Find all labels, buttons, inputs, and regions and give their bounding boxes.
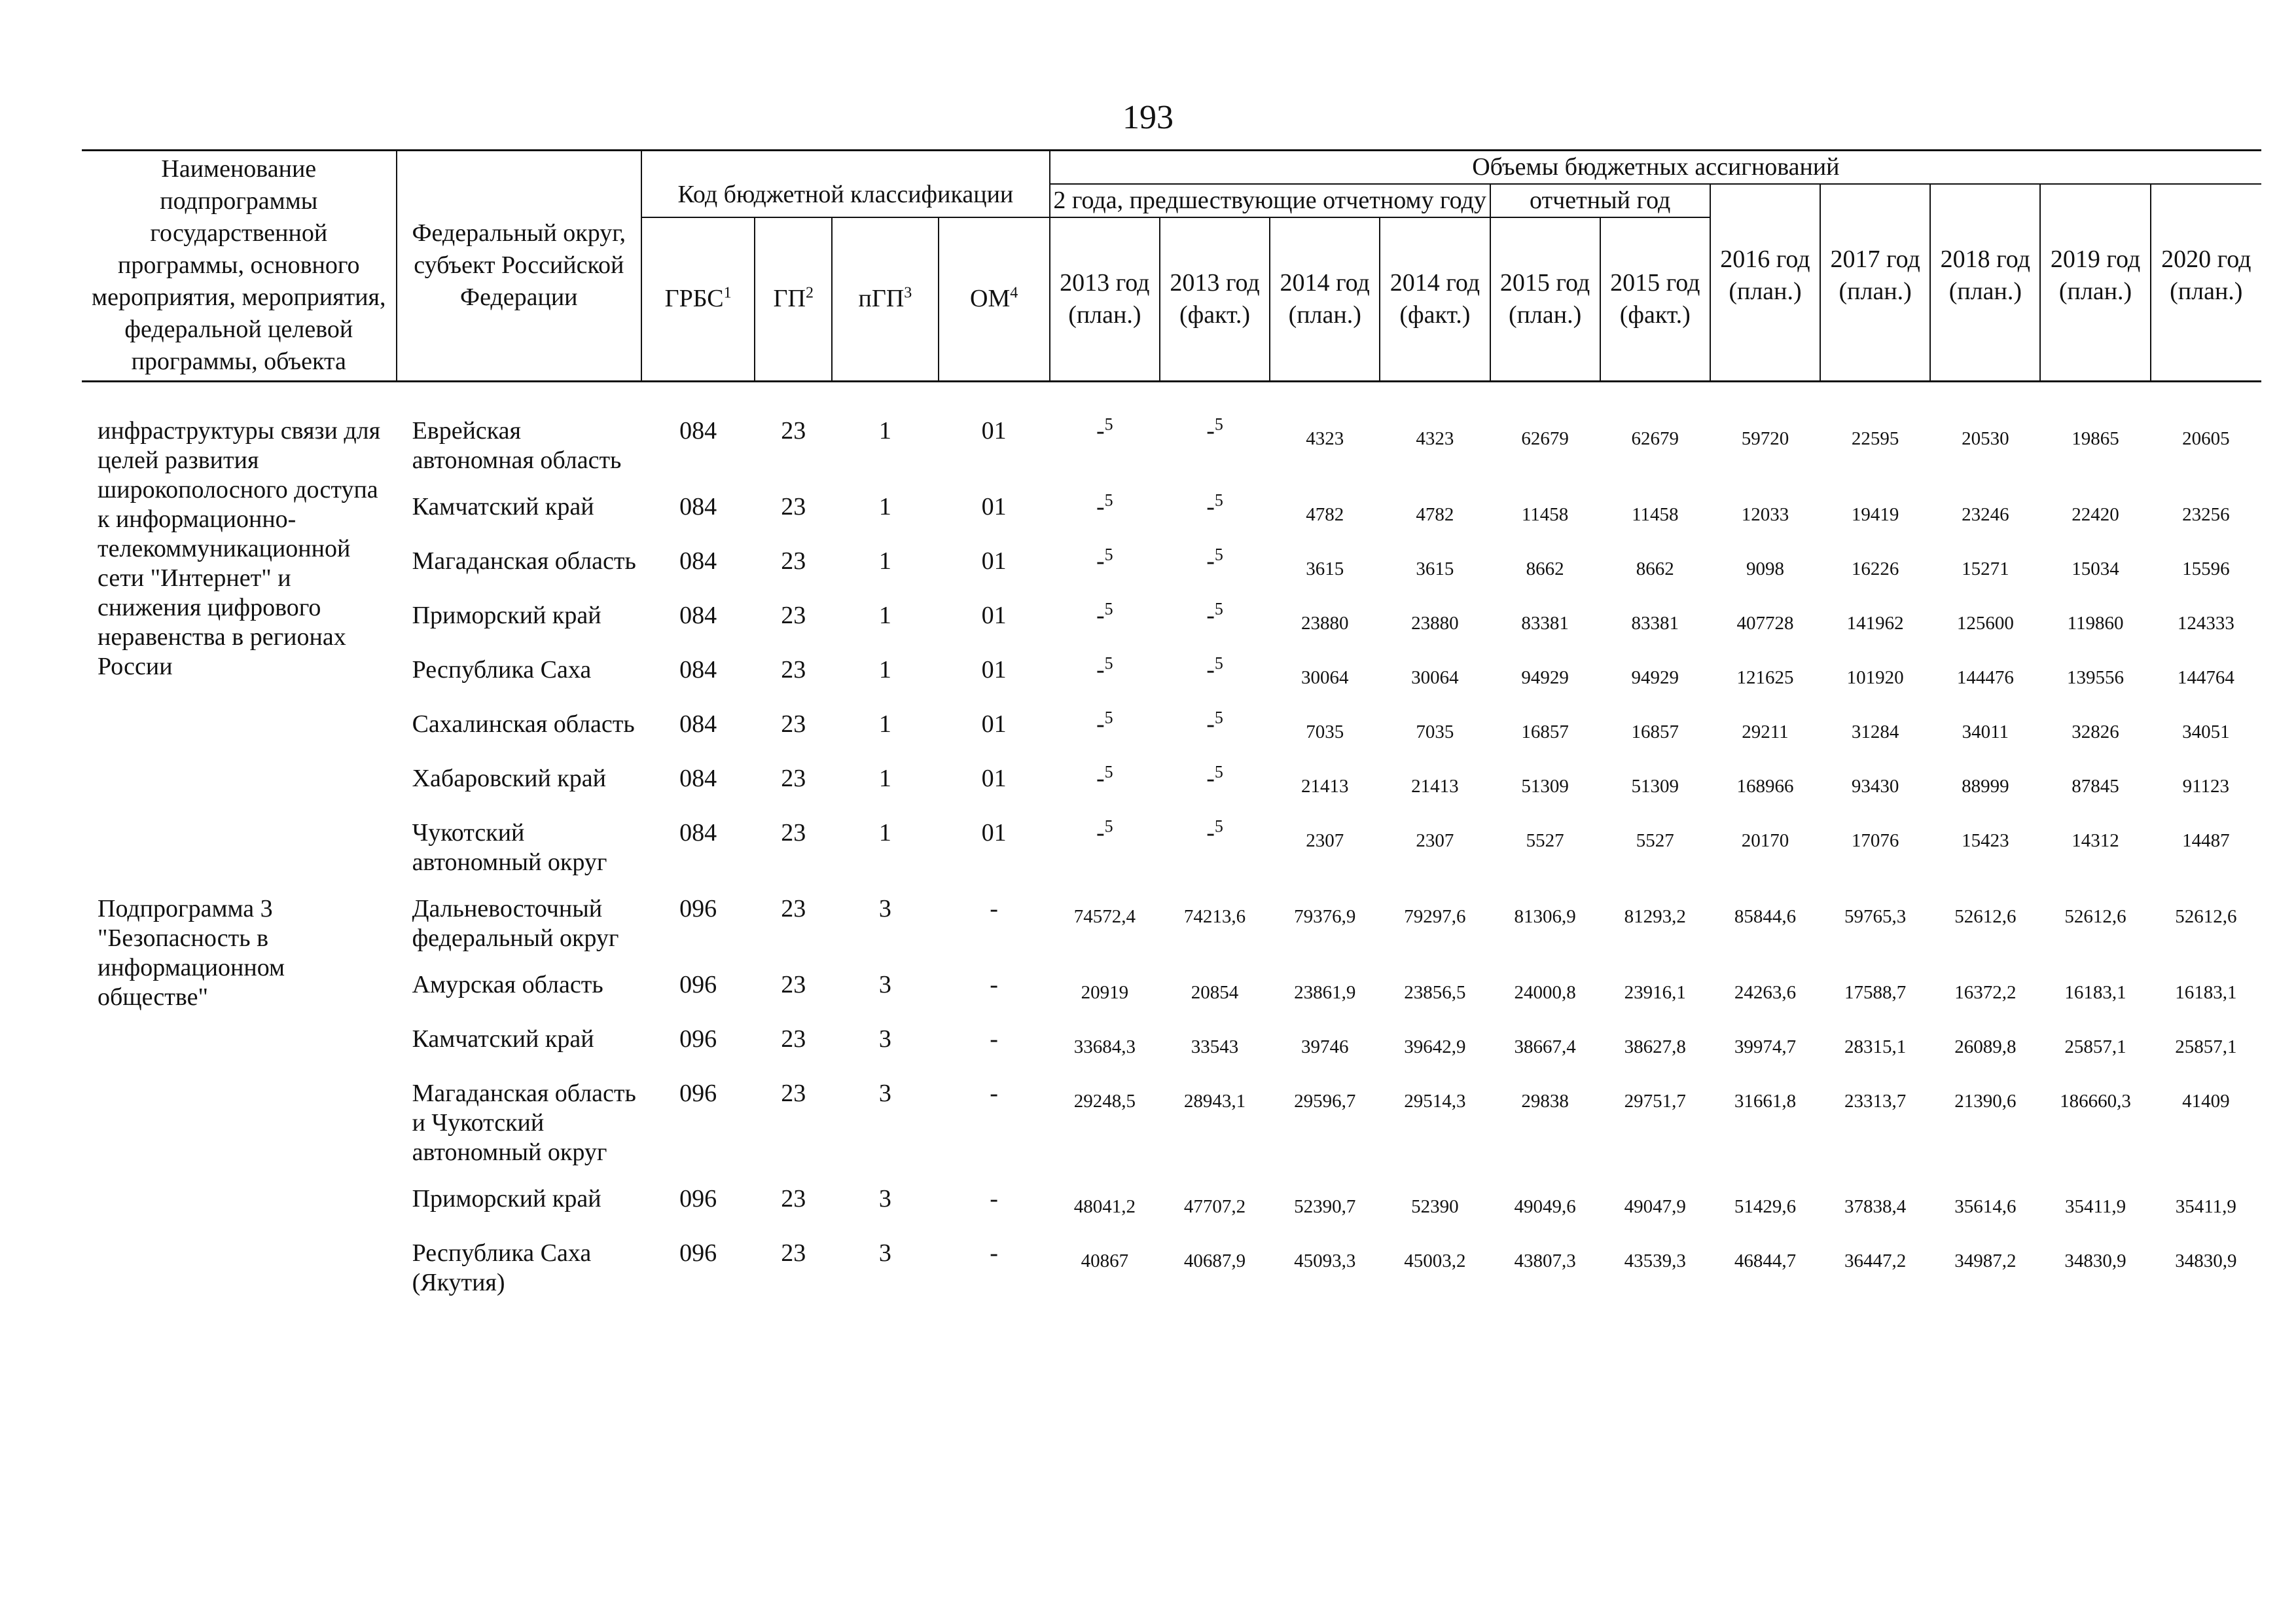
value-cell: 3615	[1416, 558, 1454, 579]
page-number: 193	[1122, 99, 1174, 136]
footnote-mark: 5	[1214, 598, 1223, 618]
region-name: Дальневосточный федеральный округ	[412, 894, 619, 952]
value-cell: 20170	[1741, 830, 1789, 851]
value-cell: 35411,9	[2175, 1195, 2236, 1217]
value-cell: -$^5$	[1096, 490, 1113, 520]
header-program-name: Наименование подпрограммы государственной программы, основного мероприятия, мероприятия, федеральной целевой программы, объекта	[82, 151, 397, 382]
value-cell: 186660,3	[2060, 1090, 2131, 1112]
value-cell: 38667,4	[1514, 1036, 1576, 1057]
code-pgp: 3	[878, 1184, 891, 1213]
code-pgp: 1	[878, 547, 891, 575]
header-2020-plan: 2020 год (план.)	[2151, 184, 2261, 381]
code-grbs: 096	[679, 894, 717, 922]
value-cell: 15034	[2072, 558, 2119, 579]
header-budget-volumes: Объемы бюджетных ассигнований	[1050, 151, 2261, 185]
value-cell: 16857	[1521, 721, 1569, 742]
value-cell: 29751,7	[1624, 1090, 1686, 1112]
value-cell: 21413	[1411, 775, 1459, 797]
value-cell: 35614,6	[1954, 1195, 2017, 1217]
region-name: Сахалинская область	[412, 710, 635, 738]
value-cell: 25857,1	[2064, 1036, 2126, 1057]
value-cell: 141962	[1846, 612, 1904, 634]
header-2015-plan: 2015 год (план.)	[1490, 217, 1600, 381]
value-cell: 23246	[1962, 503, 2009, 525]
footnote-mark: 5	[1104, 761, 1113, 781]
table-row	[82, 818, 2261, 894]
table-row	[82, 710, 2261, 764]
value-cell: -$^5$	[1096, 598, 1113, 629]
program-name: инфраструктуры связи для целей развития широкополосного доступа к информационно-телекоммуникационной сети "Интернет" и снижения цифрового неравенства в регионах России	[98, 416, 381, 680]
value-cell: 16183,1	[2064, 981, 2126, 1003]
table-row	[82, 1079, 2261, 1184]
footnote-mark: 5	[1214, 816, 1223, 835]
code-grbs: 096	[679, 1025, 717, 1053]
value-cell: 85844,6	[1734, 905, 1797, 927]
value-cell: 119860	[2067, 612, 2124, 634]
region-name: Магаданская область	[412, 547, 636, 575]
value-cell: 38627,8	[1624, 1036, 1686, 1057]
table-body	[82, 381, 2261, 1315]
value-cell: -$^5$	[1206, 653, 1223, 684]
value-cell: 62679	[1521, 428, 1569, 449]
region-name: Приморский край	[412, 1184, 601, 1213]
value-cell: 7035	[1416, 721, 1454, 742]
value-cell: 17076	[1851, 830, 1899, 851]
value-cell: 62679	[1631, 428, 1679, 449]
value-cell: 36447,2	[1844, 1250, 1907, 1271]
header-2017-plan: 2017 год (план.)	[1820, 184, 1930, 381]
value-cell: 20919	[1081, 981, 1129, 1003]
code-om: -	[990, 894, 998, 922]
value-cell: -$^5$	[1096, 761, 1113, 792]
header-grbs: ГРБС$^1$	[641, 217, 755, 381]
value-cell: 40867	[1081, 1250, 1129, 1271]
value-cell: 59720	[1741, 428, 1789, 449]
code-grbs: 096	[679, 1239, 717, 1267]
value-cell: 51309	[1631, 775, 1679, 797]
value-cell: 33543	[1191, 1036, 1239, 1057]
value-cell: 87845	[2072, 775, 2119, 797]
value-cell: 2307	[1416, 830, 1454, 851]
code-om: -	[990, 1079, 998, 1107]
value-cell: 30064	[1300, 666, 1349, 688]
value-cell: 29596,7	[1294, 1090, 1356, 1112]
value-cell: 5527	[1636, 830, 1674, 851]
value-cell: 83381	[1631, 612, 1679, 634]
value-cell: 29514,3	[1404, 1090, 1466, 1112]
value-cell: 21390,6	[1954, 1090, 2017, 1112]
value-cell: -$^5$	[1206, 598, 1223, 629]
value-cell: 4782	[1306, 503, 1344, 525]
value-cell: 15423	[1962, 830, 2009, 851]
region-name: Камчатский край	[412, 1025, 594, 1053]
value-cell: 16183,1	[2175, 981, 2237, 1003]
value-cell: 49049,6	[1514, 1195, 1576, 1217]
header-2016-plan: 2016 год (план.)	[1710, 184, 1820, 381]
value-cell: 8662	[1636, 558, 1674, 579]
value-cell: 5527	[1526, 830, 1564, 851]
value-cell: 52390,7	[1294, 1195, 1356, 1217]
region-name: Республика Саха	[412, 655, 592, 684]
header-2013-fact: 2013 год (факт.)	[1160, 217, 1270, 381]
value-cell: 81293,2	[1624, 905, 1686, 927]
value-cell: 14312	[2072, 830, 2119, 851]
value-cell: 4323	[1416, 428, 1454, 449]
value-cell: 22595	[1851, 428, 1899, 449]
value-cell: 52390	[1411, 1195, 1459, 1217]
code-gp: 23	[781, 1079, 806, 1107]
code-grbs: 084	[679, 492, 717, 520]
code-om: 01	[981, 764, 1007, 792]
code-om: 01	[981, 547, 1007, 575]
code-grbs: 096	[679, 970, 717, 998]
value-cell: 37838,4	[1844, 1195, 1907, 1217]
region-name: Камчатский край	[412, 492, 594, 520]
code-om: 01	[981, 655, 1007, 684]
code-grbs: 084	[679, 818, 717, 847]
table-row	[82, 1184, 2261, 1239]
code-om: 01	[981, 710, 1007, 738]
value-cell: 52612,6	[2064, 905, 2126, 927]
value-cell: 4782	[1416, 503, 1454, 525]
value-cell: 20605	[2182, 428, 2230, 449]
region-name: Магаданская область и Чукотский автономный округ	[412, 1079, 636, 1166]
value-cell: -$^5$	[1206, 414, 1223, 445]
code-gp: 23	[781, 1025, 806, 1053]
value-cell: 16372,2	[1954, 981, 2017, 1003]
table-row	[82, 1025, 2261, 1079]
budget-table	[82, 149, 2261, 1315]
code-om: 01	[981, 416, 1007, 445]
value-cell: 39974,7	[1734, 1036, 1797, 1057]
footnote-mark: 5	[1104, 653, 1113, 672]
value-cell: -$^5$	[1206, 761, 1223, 792]
value-cell: 2307	[1306, 830, 1344, 851]
value-cell: 49047,9	[1624, 1195, 1686, 1217]
footnote-mark: 5	[1214, 653, 1223, 672]
value-cell: 39746	[1300, 1036, 1349, 1057]
value-cell: 52612,6	[2175, 905, 2237, 927]
code-om: -	[990, 1239, 998, 1267]
header-report-year: отчетный год	[1490, 184, 1710, 217]
code-grbs: 084	[679, 416, 717, 445]
code-pgp: 1	[878, 710, 891, 738]
value-cell: 34011	[1962, 721, 2009, 742]
value-cell: 23880	[1300, 612, 1349, 634]
footnote-mark: 5	[1104, 598, 1113, 618]
value-cell: 94929	[1631, 666, 1679, 688]
value-cell: 30064	[1411, 666, 1459, 688]
value-cell: 34051	[2182, 721, 2230, 742]
value-cell: 12033	[1741, 503, 1789, 525]
value-cell: 23856,5	[1404, 981, 1466, 1003]
value-cell: 45093,3	[1294, 1250, 1356, 1271]
value-cell: 83381	[1521, 612, 1569, 634]
value-cell: 124333	[2177, 612, 2234, 634]
footnote-mark: 5	[1104, 490, 1113, 509]
code-grbs: 096	[679, 1184, 717, 1213]
value-cell: 15596	[2182, 558, 2230, 579]
value-cell: 168966	[1736, 775, 1794, 797]
budget-table-sheet	[82, 149, 2261, 1315]
code-gp: 23	[781, 601, 806, 629]
code-om: -	[990, 970, 998, 998]
code-pgp: 3	[878, 970, 891, 998]
value-cell: 16857	[1631, 721, 1679, 742]
table-row	[82, 655, 2261, 710]
value-cell: 43807,3	[1514, 1250, 1576, 1271]
value-cell: 91123	[2182, 775, 2230, 797]
value-cell: 25857,1	[2175, 1036, 2237, 1057]
value-cell: 31284	[1851, 721, 1899, 742]
header-om: $ОМ^4$	[939, 217, 1050, 381]
code-gp: 23	[781, 818, 806, 847]
value-cell: 20530	[1962, 428, 2009, 449]
footnote-mark: 5	[1214, 761, 1223, 781]
code-pgp: 3	[878, 1239, 891, 1267]
value-cell: 79297,6	[1404, 905, 1466, 927]
code-gp: 23	[781, 547, 806, 575]
value-cell: 16226	[1851, 558, 1899, 579]
value-cell: 94929	[1521, 666, 1569, 688]
value-cell: 24000,8	[1514, 981, 1576, 1003]
value-cell: 59765,3	[1844, 905, 1907, 927]
header-pgp: пГП$^3$	[832, 217, 938, 381]
value-cell: 52612,6	[1954, 905, 2017, 927]
code-pgp: 1	[878, 764, 891, 792]
value-cell: 74572,4	[1073, 905, 1136, 927]
value-cell: 28943,1	[1183, 1090, 1246, 1112]
value-cell: 34830,9	[2064, 1250, 2126, 1271]
code-gp: 23	[781, 764, 806, 792]
header-2019-plan: 2019 год (план.)	[2040, 184, 2150, 381]
value-cell: 40687,9	[1183, 1250, 1246, 1271]
table-row	[82, 894, 2261, 970]
table-row	[82, 492, 2261, 547]
value-cell: 93430	[1851, 775, 1899, 797]
code-gp: 23	[781, 492, 806, 520]
value-cell: 32826	[2072, 721, 2119, 742]
value-cell: 34830,9	[2175, 1250, 2237, 1271]
value-cell: 24263,6	[1734, 981, 1797, 1003]
region-name: Хабаровский край	[412, 764, 606, 792]
code-grbs: 096	[679, 1079, 717, 1107]
footnote-mark: 5	[1104, 816, 1113, 835]
header-2014-fact: 2014 год (факт.)	[1380, 217, 1490, 381]
code-grbs: 084	[679, 764, 717, 792]
value-cell: 144476	[1956, 666, 2014, 688]
code-pgp: 3	[878, 1079, 891, 1107]
code-pgp: 3	[878, 1025, 891, 1053]
value-cell: 26089,8	[1954, 1036, 2017, 1057]
value-cell: 3615	[1306, 558, 1344, 579]
value-cell: 101920	[1846, 666, 1904, 688]
header-2013-plan: 2013 год (план.)	[1050, 217, 1160, 381]
value-cell: 39642,9	[1404, 1036, 1466, 1057]
value-cell: 23880	[1411, 612, 1459, 634]
value-cell: 21413	[1300, 775, 1349, 797]
value-cell: 48041,2	[1073, 1195, 1136, 1217]
header-gp: $ГП^2$	[755, 217, 832, 381]
table-row	[82, 381, 2261, 492]
value-cell: -$^5$	[1206, 707, 1223, 738]
region-name: Чукотский автономный округ	[412, 818, 607, 876]
value-cell: 46844,7	[1734, 1250, 1797, 1271]
footnote-mark: 5	[1214, 544, 1223, 564]
value-cell: 23861,9	[1294, 981, 1356, 1003]
value-cell: 125600	[1956, 612, 2014, 634]
value-cell: 22420	[2072, 503, 2119, 525]
value-cell: 43539,3	[1624, 1250, 1686, 1271]
value-cell: 7035	[1306, 721, 1344, 742]
code-om: -	[990, 1025, 998, 1053]
footnote-mark: 5	[1104, 544, 1113, 564]
value-cell: -$^5$	[1096, 653, 1113, 684]
value-cell: -$^5$	[1096, 544, 1113, 575]
value-cell: 121625	[1736, 666, 1794, 688]
code-pgp: 1	[878, 416, 891, 445]
code-om: -	[990, 1184, 998, 1213]
table-header	[82, 151, 2261, 382]
code-pgp: 1	[878, 818, 891, 847]
value-cell: -$^5$	[1096, 816, 1113, 847]
region-name: Еврейская автономная область	[412, 416, 622, 474]
header-budget-classification: Код бюджетной классификации	[641, 151, 1050, 218]
region-name: Республика Саха (Якутия)	[412, 1239, 592, 1296]
value-cell: 407728	[1736, 612, 1794, 634]
code-gp: 23	[781, 416, 806, 445]
header-2015-fact: 2015 год (факт.)	[1600, 217, 1710, 381]
header-region: Федеральный округ, субъект Российской Федерации	[397, 151, 641, 382]
header-2018-plan: 2018 год (план.)	[1930, 184, 2040, 381]
table-row	[82, 547, 2261, 601]
code-pgp: 1	[878, 492, 891, 520]
code-grbs: 084	[679, 710, 717, 738]
code-pgp: 1	[878, 601, 891, 629]
value-cell: 4323	[1306, 428, 1344, 449]
code-pgp: 3	[878, 894, 891, 922]
code-gp: 23	[781, 894, 806, 922]
value-cell: 8662	[1526, 558, 1564, 579]
table-row	[82, 601, 2261, 655]
value-cell: 23313,7	[1844, 1090, 1907, 1112]
value-cell: 47707,2	[1183, 1195, 1246, 1217]
value-cell: 41409	[2182, 1090, 2230, 1112]
code-gp: 23	[781, 655, 806, 684]
code-om: 01	[981, 601, 1007, 629]
value-cell: 79376,9	[1294, 905, 1356, 927]
value-cell: 15271	[1962, 558, 2009, 579]
value-cell: -$^5$	[1206, 490, 1223, 520]
code-om: 01	[981, 492, 1007, 520]
value-cell: 19865	[2072, 428, 2119, 449]
value-cell: 88999	[1962, 775, 2009, 797]
footnote-mark: 5	[1104, 414, 1113, 433]
value-cell: 19419	[1851, 503, 1899, 525]
value-cell: 29838	[1521, 1090, 1569, 1112]
value-cell: 23256	[2182, 503, 2230, 525]
value-cell: 45003,2	[1404, 1250, 1466, 1271]
value-cell: 28315,1	[1844, 1036, 1907, 1057]
value-cell: 35411,9	[2064, 1195, 2126, 1217]
program-name: Подпрограмма 3 "Безопасность в информационном обществе"	[98, 894, 285, 1011]
value-cell: -$^5$	[1096, 414, 1113, 445]
code-gp: 23	[781, 1184, 806, 1213]
value-cell: 14487	[2182, 830, 2230, 851]
table-row	[82, 764, 2261, 818]
value-cell: 51309	[1521, 775, 1569, 797]
code-grbs: 084	[679, 601, 717, 629]
footnote-mark: 5	[1104, 707, 1113, 727]
value-cell: 34987,2	[1954, 1250, 2017, 1271]
footnote-mark: 5	[1214, 707, 1223, 727]
footnote-mark: 5	[1214, 490, 1223, 509]
value-cell: 139556	[2067, 666, 2125, 688]
code-om: 01	[981, 818, 1007, 847]
value-cell: -$^5$	[1096, 707, 1113, 738]
value-cell: 9098	[1746, 558, 1784, 579]
code-gp: 23	[781, 1239, 806, 1267]
table-row	[82, 970, 2261, 1025]
code-gp: 23	[781, 970, 806, 998]
value-cell: 11458	[1521, 503, 1569, 525]
value-cell: -$^5$	[1206, 816, 1223, 847]
value-cell: 144764	[2177, 666, 2234, 688]
value-cell: 29248,5	[1073, 1090, 1136, 1112]
value-cell: 51429,6	[1734, 1195, 1797, 1217]
value-cell: 17588,7	[1844, 981, 1907, 1003]
footnote-mark: 5	[1214, 414, 1223, 433]
value-cell: 11458	[1632, 503, 1679, 525]
value-cell: 20854	[1191, 981, 1239, 1003]
value-cell: 81306,9	[1514, 905, 1576, 927]
region-name: Приморский край	[412, 601, 601, 629]
value-cell: 31661,8	[1734, 1090, 1797, 1112]
value-cell: 29211	[1742, 721, 1789, 742]
header-2014-plan: 2014 год (план.)	[1270, 217, 1380, 381]
code-grbs: 084	[679, 547, 717, 575]
code-gp: 23	[781, 710, 806, 738]
value-cell: 33684,3	[1073, 1036, 1136, 1057]
code-pgp: 1	[878, 655, 891, 684]
value-cell: 74213,6	[1183, 905, 1246, 927]
code-grbs: 084	[679, 655, 717, 684]
value-cell: -$^5$	[1206, 544, 1223, 575]
table-row	[82, 1239, 2261, 1315]
region-name: Амурская область	[412, 970, 603, 998]
header-prev-years: 2 года, предшествующие отчетному году	[1050, 184, 1490, 217]
value-cell: 23916,1	[1624, 981, 1686, 1003]
